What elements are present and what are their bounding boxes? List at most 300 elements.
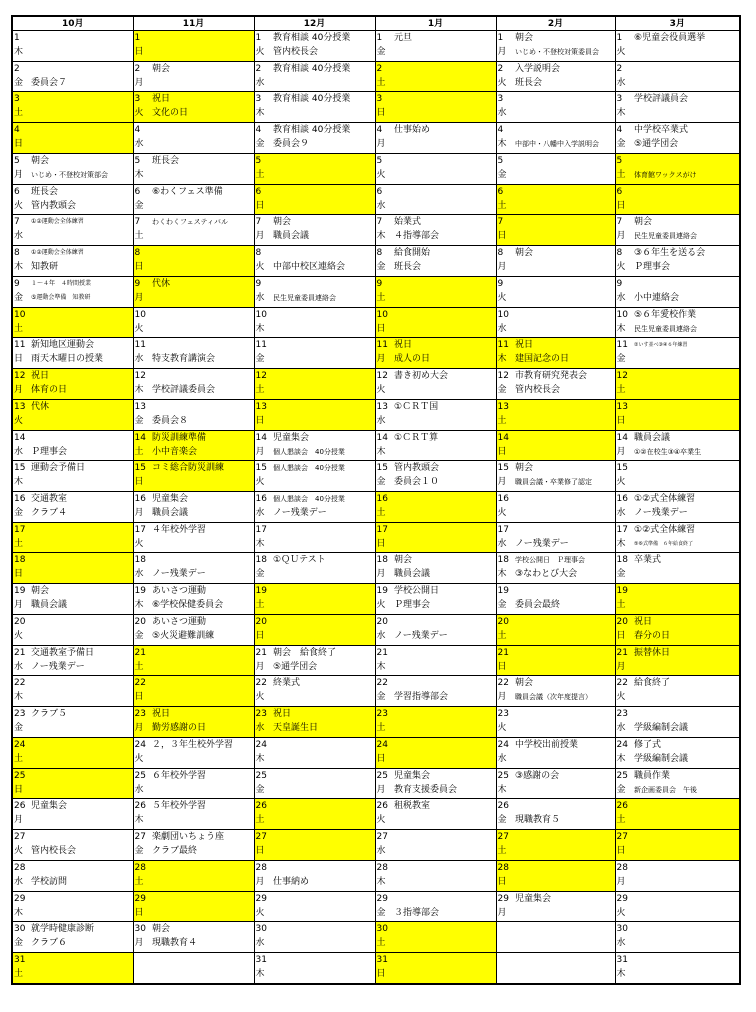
event-cell (272, 430, 375, 461)
day-weekday: 火 (376, 385, 386, 396)
day-weekday: 日 (376, 753, 386, 764)
day-weekday: 木 (255, 753, 265, 764)
event-cell (633, 891, 740, 922)
day-number: 21 (497, 647, 509, 658)
day-number: 26 (14, 801, 26, 812)
day-cell (496, 492, 514, 523)
event-line-1: 朝会 (31, 586, 50, 597)
day-number: 16 (14, 494, 26, 505)
event-line-2: 学習指導部会 (394, 692, 449, 703)
event-cell (514, 676, 615, 707)
day-weekday: 土 (376, 938, 386, 949)
event-line-2: 管内教頭会 (31, 200, 77, 211)
day-number: 30 (14, 924, 26, 935)
event-line-2: ４指導部会 (394, 231, 440, 242)
day-cell (496, 184, 514, 215)
day-number: 2 (376, 63, 383, 74)
event-cell (30, 276, 133, 307)
calendar-row (12, 676, 740, 707)
event-line-2 (151, 813, 254, 827)
event-line-2 (272, 629, 375, 643)
day-cell (375, 553, 393, 584)
event-line-2 (393, 414, 496, 428)
event-cell (393, 830, 496, 861)
day-cell (496, 31, 514, 62)
event-cell (393, 891, 496, 922)
event-line-1: 班長会 (152, 155, 180, 166)
day-cell (496, 307, 514, 338)
calendar-row (12, 492, 740, 523)
event-line-1 (30, 31, 133, 45)
day-weekday: 木 (616, 108, 626, 119)
day-cell (133, 614, 151, 645)
event-cell (30, 768, 133, 799)
event-line-2 (30, 752, 133, 766)
event-line-1: 朝会 (634, 217, 653, 228)
day-weekday: 日 (255, 630, 265, 641)
day-weekday: 金 (14, 292, 24, 303)
event-line-2: 新企画委員会 午後 (634, 785, 698, 794)
day-weekday: 日 (616, 630, 626, 641)
day-cell (615, 430, 633, 461)
day-number: 12 (255, 371, 267, 382)
day-cell (496, 338, 514, 369)
event-cell (30, 799, 133, 830)
event-line-2: ノー残業デー (515, 538, 569, 549)
event-line-1 (151, 400, 254, 414)
calendar-row (12, 307, 740, 338)
event-cell (633, 369, 740, 400)
day-cell (12, 307, 30, 338)
event-line-1 (30, 861, 133, 875)
day-cell (375, 492, 393, 523)
day-cell (12, 461, 30, 492)
calendar-row (12, 31, 740, 62)
day-number: 23 (497, 709, 509, 720)
event-line-2 (151, 752, 254, 766)
day-weekday: 日 (14, 354, 24, 365)
event-line-1 (272, 523, 375, 537)
day-number: 31 (376, 955, 388, 966)
day-weekday: 金 (14, 938, 24, 949)
day-number: 4 (14, 125, 20, 136)
event-line-1: 修了式 (634, 739, 662, 750)
event-line-2 (514, 783, 615, 797)
event-line-1: 学校公開日 Ｐ理事会 (515, 556, 586, 565)
event-cell (30, 153, 133, 184)
day-cell (12, 153, 30, 184)
day-weekday: 月 (376, 784, 386, 795)
day-number: 19 (134, 586, 146, 597)
event-line-1 (151, 676, 254, 690)
event-line-2 (272, 690, 375, 704)
calendar-row (12, 461, 740, 492)
event-cell (30, 553, 133, 584)
event-cell (633, 584, 740, 615)
day-cell (496, 799, 514, 830)
day-number: 28 (376, 862, 388, 873)
day-cell (254, 153, 272, 184)
event-line-2: 民生児童委員連絡会 (634, 232, 698, 241)
day-cell (615, 830, 633, 861)
event-line-2 (393, 76, 496, 90)
day-cell (133, 922, 151, 953)
event-line-1: 租税教室 (394, 801, 431, 812)
day-cell (496, 953, 514, 984)
day-number: 15 (14, 463, 26, 474)
event-line-1 (633, 154, 739, 168)
day-cell (615, 614, 633, 645)
event-line-1: ２，３年生校外学習 (152, 739, 234, 750)
event-line-2: 委員会７ (31, 77, 68, 88)
event-cell (393, 461, 496, 492)
day-weekday: 木 (376, 876, 386, 887)
yearly-calendar-table (11, 15, 741, 985)
day-weekday: 木 (14, 477, 24, 488)
event-cell (272, 61, 375, 92)
event-cell (272, 246, 375, 277)
event-cell (30, 215, 133, 246)
day-number: 27 (14, 832, 26, 843)
day-cell (496, 553, 514, 584)
event-line-2 (514, 260, 615, 274)
day-weekday: 日 (497, 231, 507, 242)
day-cell (375, 799, 393, 830)
event-line-2 (633, 76, 739, 90)
day-number: 8 (134, 248, 141, 259)
day-weekday: 土 (376, 292, 386, 303)
day-weekday: 月 (497, 907, 507, 918)
event-line-1 (393, 615, 496, 629)
day-cell (254, 31, 272, 62)
day-weekday: 土 (616, 169, 626, 180)
event-cell (272, 707, 375, 738)
day-cell (133, 123, 151, 154)
day-number: 29 (14, 893, 26, 904)
day-cell (375, 184, 393, 215)
day-cell (254, 891, 272, 922)
day-cell (375, 461, 393, 492)
day-number: 7 (255, 217, 262, 228)
day-weekday: 火 (616, 907, 626, 918)
day-weekday: 水 (14, 446, 24, 457)
event-line-1: 祝日 (31, 371, 50, 382)
calendar-row (12, 215, 740, 246)
event-cell (151, 492, 254, 523)
event-cell (30, 707, 133, 738)
event-line-2 (514, 414, 615, 428)
day-number: 25 (616, 770, 628, 781)
day-weekday: 月 (616, 661, 626, 672)
day-weekday: 土 (616, 815, 626, 826)
event-line-2: 特支教育講演会 (152, 354, 216, 365)
event-line-1 (514, 308, 615, 322)
day-cell (133, 522, 151, 553)
day-weekday: 月 (14, 815, 24, 826)
day-weekday: 金 (376, 262, 386, 273)
event-line-1: 祝日 (394, 340, 413, 351)
day-cell (615, 953, 633, 984)
day-number: 17 (497, 524, 509, 535)
day-number: 26 (255, 801, 267, 812)
day-number: 13 (497, 401, 509, 412)
event-line-1: ⑤６年愛校作業 (634, 309, 697, 320)
day-weekday: 火 (134, 753, 144, 764)
day-cell (496, 92, 514, 123)
event-line-1: ①ＣＲＴ算 (394, 432, 439, 443)
day-cell (133, 184, 151, 215)
event-line-1 (633, 892, 739, 906)
day-number: 12 (616, 371, 628, 382)
day-cell (133, 338, 151, 369)
day-weekday: 木 (14, 692, 24, 703)
event-cell (393, 645, 496, 676)
calendar-row (12, 737, 740, 768)
day-cell (615, 307, 633, 338)
day-cell (375, 830, 393, 861)
event-cell (272, 584, 375, 615)
day-weekday: 日 (255, 846, 265, 857)
event-line-2 (633, 106, 739, 120)
event-line-1 (151, 646, 254, 660)
event-line-1 (633, 922, 739, 936)
day-cell (12, 799, 30, 830)
day-weekday: 木 (134, 600, 144, 611)
day-number: 27 (255, 832, 267, 843)
event-line-1 (393, 492, 496, 506)
event-line-1: ③６年生を送る会 (634, 248, 706, 259)
event-cell (393, 338, 496, 369)
event-line-2 (633, 906, 739, 920)
event-line-1 (272, 861, 375, 875)
day-weekday: 月 (376, 139, 386, 150)
day-number: 30 (255, 924, 267, 935)
day-number: 5 (376, 155, 383, 166)
day-number: 10 (616, 309, 628, 320)
event-line-1 (30, 308, 133, 322)
day-cell (254, 799, 272, 830)
day-number: 12 (134, 371, 146, 382)
day-weekday: 月 (134, 292, 144, 303)
event-line-2: 民生児童委員連絡会 (273, 293, 336, 302)
event-line-1 (393, 707, 496, 721)
event-line-2 (151, 783, 254, 797)
day-number: 17 (255, 524, 267, 535)
event-line-2: 小中音楽会 (152, 446, 198, 457)
day-weekday: 水 (376, 200, 386, 211)
day-weekday: 金 (497, 600, 507, 611)
day-weekday: 水 (376, 415, 386, 426)
day-weekday: 金 (376, 692, 386, 703)
event-cell (272, 737, 375, 768)
event-cell (151, 860, 254, 891)
day-weekday: 土 (14, 753, 24, 764)
event-line-2: 委員会最終 (515, 600, 561, 611)
day-number: 26 (616, 801, 628, 812)
event-line-2: ⑤通学団会 (273, 661, 318, 672)
day-cell (496, 676, 514, 707)
event-line-1: 給食終了 (634, 678, 671, 689)
day-cell (254, 399, 272, 430)
day-cell (12, 614, 30, 645)
event-cell (393, 953, 496, 984)
event-line-2: 民生児童委員連絡会 (634, 324, 698, 333)
event-cell (514, 799, 615, 830)
day-number: 4 (134, 125, 141, 136)
day-number: 7 (134, 217, 141, 228)
event-line-2 (393, 506, 496, 520)
event-line-1 (151, 123, 254, 137)
event-line-1 (30, 431, 133, 445)
day-weekday: 火 (616, 692, 626, 703)
day-cell (254, 246, 272, 277)
event-line-2 (633, 567, 739, 581)
day-number: 18 (616, 555, 628, 566)
event-cell (633, 430, 740, 461)
day-cell (496, 522, 514, 553)
day-number: 15 (616, 463, 628, 474)
event-cell (393, 799, 496, 830)
event-line-2 (393, 537, 496, 551)
event-line-1 (151, 308, 254, 322)
day-number: 19 (616, 586, 628, 597)
day-weekday: 月 (255, 661, 265, 672)
day-number: 24 (497, 739, 509, 750)
day-number: 3 (616, 94, 623, 105)
event-line-2 (151, 76, 254, 90)
event-cell (30, 369, 133, 400)
event-line-2 (272, 475, 375, 489)
event-cell (633, 707, 740, 738)
event-line-2: 春分の日 (634, 630, 671, 641)
event-line-2 (272, 783, 375, 797)
event-line-2 (393, 844, 496, 858)
event-cell (393, 676, 496, 707)
day-number: 20 (14, 616, 26, 627)
event-cell (30, 860, 133, 891)
event-line-2 (393, 752, 496, 766)
event-line-2: 班長会 (394, 262, 422, 273)
event-line-2 (272, 598, 375, 612)
day-cell (615, 553, 633, 584)
event-cell (30, 676, 133, 707)
day-cell (615, 891, 633, 922)
day-cell (254, 215, 272, 246)
day-number: 19 (376, 586, 388, 597)
day-weekday: 木 (255, 969, 265, 980)
event-line-1: 児童集会 (152, 494, 189, 505)
event-line-1 (393, 861, 496, 875)
event-line-2: 現職教育５ (515, 815, 561, 826)
event-line-2: 仕事納め (273, 876, 310, 887)
day-cell (615, 799, 633, 830)
day-weekday: 金 (497, 169, 507, 180)
day-cell (254, 522, 272, 553)
event-line-1 (393, 922, 496, 936)
event-line-1: １〜４年 ４時間授業 (31, 279, 92, 287)
day-number: 20 (616, 616, 628, 627)
event-line-2 (633, 598, 739, 612)
event-line-2 (272, 199, 375, 213)
day-weekday: 水 (497, 108, 507, 119)
day-cell (254, 584, 272, 615)
event-cell (393, 276, 496, 307)
day-number: 12 (14, 371, 26, 382)
event-cell (272, 276, 375, 307)
event-line-1: ①ＣＲＴ国 (394, 401, 439, 412)
event-line-2: いじめ・不登校対策委員会 (515, 48, 600, 56)
day-weekday: 土 (14, 538, 24, 549)
event-line-2: 職員会議・卒業修了認定 (515, 478, 593, 487)
day-weekday: 日 (134, 907, 144, 918)
event-line-2 (514, 229, 615, 243)
event-cell (633, 614, 740, 645)
event-cell (514, 31, 615, 62)
calendar-row (12, 184, 740, 215)
event-line-1: 朝会 (515, 33, 534, 43)
event-line-2 (30, 783, 133, 797)
calendar-row (12, 799, 740, 830)
event-line-1: 学校公開日 (394, 586, 440, 597)
day-number: 28 (497, 862, 509, 873)
calendar-row (12, 522, 740, 553)
event-line-1 (272, 369, 375, 383)
event-line-1: わくわくフェスティバル (152, 218, 228, 227)
event-line-2: ⑤⑥式準備 ６年給食終了 (634, 540, 693, 547)
event-line-1 (272, 154, 375, 168)
day-number: 5 (616, 155, 623, 166)
event-line-2: 天皇誕生日 (273, 723, 319, 734)
day-cell (254, 830, 272, 861)
event-cell (514, 369, 615, 400)
event-cell (151, 92, 254, 123)
day-cell (133, 830, 151, 861)
event-line-2 (30, 567, 133, 581)
day-cell (375, 922, 393, 953)
event-cell (151, 676, 254, 707)
day-number: 28 (616, 862, 628, 873)
day-cell (615, 584, 633, 615)
event-line-1 (514, 646, 615, 660)
event-line-1: 朝会 (394, 555, 413, 566)
day-weekday: 月 (14, 385, 24, 396)
day-cell (12, 184, 30, 215)
day-number: 19 (255, 586, 267, 597)
day-number: 25 (134, 770, 146, 781)
day-cell (254, 92, 272, 123)
event-line-2 (30, 45, 133, 59)
day-number: 4 (616, 125, 623, 136)
event-line-2: 小中連絡会 (634, 292, 680, 303)
event-cell (633, 922, 740, 953)
day-number: 9 (376, 278, 383, 289)
event-line-1 (514, 584, 615, 598)
day-number: 16 (255, 494, 267, 505)
event-line-1 (272, 738, 375, 752)
day-weekday: 金 (616, 569, 626, 580)
day-cell (496, 461, 514, 492)
event-cell (151, 430, 254, 461)
day-number: 29 (255, 893, 267, 904)
event-line-1 (30, 615, 133, 629)
day-number: 16 (616, 494, 628, 505)
day-weekday: 水 (14, 876, 24, 887)
event-line-1: 朝会 (515, 248, 534, 259)
day-cell (133, 768, 151, 799)
event-cell (151, 614, 254, 645)
event-line-2 (272, 567, 375, 581)
day-cell (615, 461, 633, 492)
